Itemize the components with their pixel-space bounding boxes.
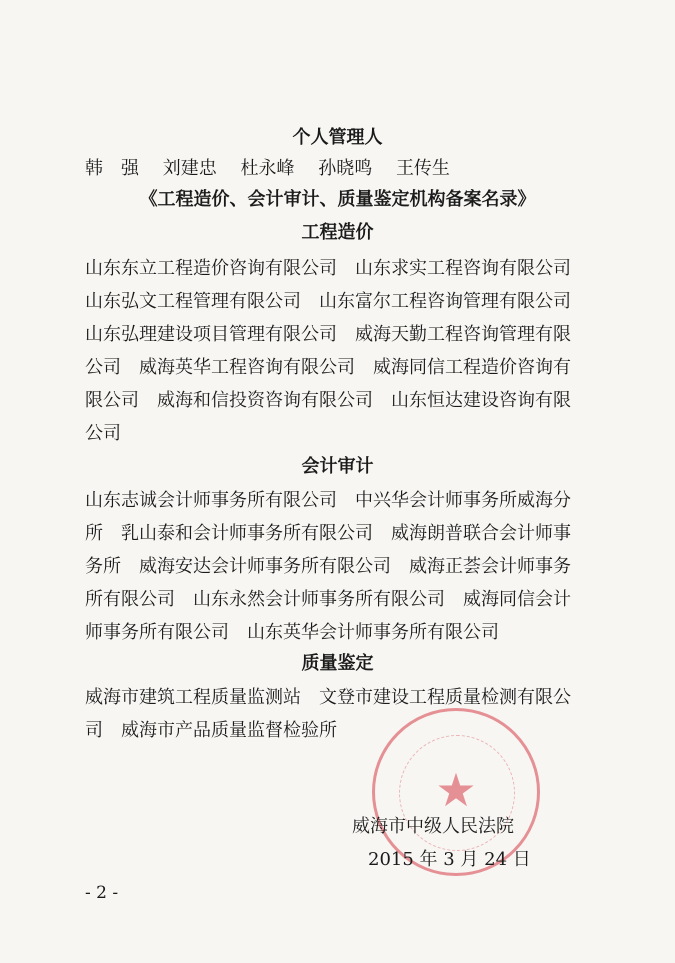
audit-line: 务所 威海安达会计师事务所有限公司 威海正荟会计师事务 — [85, 556, 571, 577]
name-item: 王传生 — [395, 158, 450, 179]
seal-star-icon: ★ — [435, 763, 477, 817]
quality-line: 司 威海市产品质量监督检验所 — [85, 720, 337, 741]
signature-org: 威海市中级人民法院 — [352, 816, 514, 837]
audit-line: 所有限公司 山东永然会计师事务所有限公司 威海同信会计 — [85, 589, 571, 610]
individual-names-row — [85, 157, 605, 181]
cost-line: 公司 — [85, 423, 121, 444]
section-heading-individual: 个人管理人 — [292, 127, 383, 148]
directory-title: 《工程造价、会计审计、质量鉴定机构备案名录》 — [139, 189, 536, 210]
audit-line: 所 乳山泰和会计师事务所有限公司 威海朗普联合会计师事 — [85, 523, 571, 544]
section-heading-audit: 会计审计 — [301, 456, 374, 477]
audit-line: 师事务所有限公司 山东英华会计师事务所有限公司 — [85, 622, 499, 643]
audit-line: 山东志诚会计师事务所有限公司 中兴华会计师事务所威海分 — [85, 490, 571, 511]
name-item: 韩 强 — [85, 158, 139, 179]
cost-line: 山东弘理建设项目管理有限公司 威海天勤工程咨询管理有限 — [85, 324, 571, 345]
page-number: - 2 - — [85, 883, 119, 903]
name-item: 杜永峰 — [240, 158, 295, 179]
cost-line: 公司 威海英华工程咨询有限公司 威海同信工程造价咨询有 — [85, 357, 571, 378]
cost-line: 限公司 威海和信投资咨询有限公司 山东恒达建设咨询有限 — [85, 390, 571, 411]
cost-line: 山东东立工程造价咨询有限公司 山东求实工程咨询有限公司 — [85, 258, 571, 279]
quality-line: 威海市建筑工程质量监测站 文登市建设工程质量检测有限公 — [85, 687, 571, 708]
cost-line: 山东弘文工程管理有限公司 山东富尔工程咨询管理有限公司 — [85, 291, 571, 312]
name-item: 孙晓鸣 — [318, 158, 373, 179]
section-heading-quality: 质量鉴定 — [301, 653, 374, 674]
name-item: 刘建忠 — [162, 158, 217, 179]
section-heading-cost: 工程造价 — [301, 222, 374, 243]
signature-date: 2015 年 3 月 24 日 — [368, 849, 531, 870]
